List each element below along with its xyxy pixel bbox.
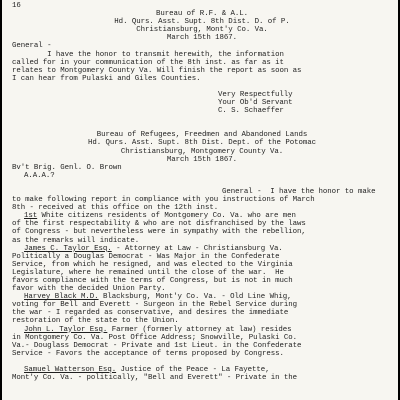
paragraph-line: the war - I regarded as conservative, and desires the immediate	[12, 309, 289, 318]
memo-2	[12, 131, 392, 382]
paragraph-line: Farmer (formerly attorney at law) resides	[107, 325, 292, 334]
memo2-heading-line: Christiansburg, Montgomery County Va.	[120, 147, 284, 156]
report-paragraph	[12, 293, 392, 325]
paragraph-line: of the first respectability & who are not disfranchised by the laws	[12, 220, 306, 229]
memo1-body-line: I can hear from Pulaski and Giles Counties.	[12, 74, 201, 83]
memo2-addressee: Bv't Brig. Genl. O. Brown	[12, 163, 122, 172]
paragraph-line: favors compliance with the terms of Congress, but is not in much	[12, 277, 293, 285]
report-paragraph	[12, 366, 392, 382]
paragraph-line: Service - Favors the acceptance of terms proposed by Congress.	[12, 349, 284, 358]
paragraph-line: - Attorney at Law - Christiansburg Va.	[111, 244, 283, 253]
paragraph-line: favor with the decided Union Party.	[12, 285, 166, 294]
paragraph-lead: James C. Taylor Esq.	[24, 244, 112, 253]
paragraph-line: of Congress - but nevertheless were in sympathy with the rebellion,	[12, 228, 306, 237]
document-page	[2, 0, 398, 400]
paragraph-line: Legislature, where he remained until the close of the war. He	[12, 268, 284, 277]
paragraph-lead: John L. Taylor Esq.	[24, 325, 108, 334]
memo-1	[12, 10, 392, 115]
memo1-salutation: General -	[12, 42, 52, 51]
memo1-heading-line: Hd. Qurs. Asst. Supt. 8th Dist. D. of P.	[114, 18, 290, 27]
paragraph-line: White citizens residents of Montgomery Co. Va. who are men	[41, 212, 296, 221]
paragraph-line: Politically a Douglas Democrat - Was Major in the Confederate	[12, 252, 280, 261]
memo1-heading-line: Christiansburg, Mont'y Co. Va.	[136, 26, 268, 35]
paragraph-line: Justice of the Peace - La Fayette,	[116, 366, 270, 375]
memo1-closing-line: Your Ob'd Servant	[218, 99, 293, 108]
memo1-closing-line: Very Respectfully	[218, 91, 293, 100]
paragraph-lead: Samuel Watterson Esq.	[24, 366, 117, 375]
memo2-intro-line: 8th - received at this office on the 12th inst.	[12, 204, 219, 213]
paragraph-line: as the remarks will indicate.	[12, 236, 140, 245]
memo1-signature: C. S. Schaeffer	[218, 107, 284, 116]
memo1-body-line: called for in your communication of the 8th inst. as far as it	[12, 58, 284, 67]
memo2-intro-line: to make following report in compliance with you instructions of March	[12, 196, 315, 205]
report-paragraph	[12, 245, 392, 294]
memo2-heading-line: Hd. Qurs. Asst. Supt. 8th Dist. Dept. of the Potomac	[87, 139, 317, 148]
document-text	[12, 2, 392, 382]
paragraph-line: Blacksburg, Mont'y Co. Va. - Old Line Whig,	[98, 293, 292, 302]
memo1-heading-line: Bureau of R.F. & A.L.	[155, 10, 249, 19]
memo2-heading-line: Bureau of Refugees, Freedmen and Abandoned Lands	[96, 131, 308, 140]
paragraph-lead: 1st	[24, 212, 38, 221]
paragraph-line: Service, from which he resigned, and was elected to the Virginia	[12, 260, 293, 269]
memo2-intro-line: General - I have the honor to make	[222, 187, 376, 196]
paragraph-line: in Montgomery Co. Va. Post Office Address; Snowville, Pulaski Co.	[12, 333, 298, 342]
paragraph-line: Mont'y Co. Va. - politically, "Bell and Everett" - Private in the	[12, 374, 298, 383]
paragraph-line: restoration of the state to the Union.	[12, 317, 179, 326]
paragraph-line: Va.- Douglass Democrat - Private and 1st Lieut. in the Confederate	[12, 341, 302, 350]
paragraph-lead: Harvey Black M.D.	[24, 293, 99, 302]
memo1-heading-line: March 15th 1867.	[166, 34, 238, 43]
memo2-heading-line: March 15th 1867.	[166, 155, 238, 164]
paragraph-line: voting for Bell and Everett - Surgeon in the Rebel Service during	[12, 301, 298, 310]
page-number: 16	[12, 2, 21, 10]
report-paragraph	[12, 326, 392, 358]
report-paragraph	[12, 212, 392, 244]
memo1-body-line: relates to Montgomery County Va. Will finish the report as soon as	[12, 66, 302, 75]
memo1-body-line: I have the honor to transmit herewith, the information	[12, 50, 284, 59]
memo2-addressee-title: A.A.A.?	[24, 171, 55, 180]
